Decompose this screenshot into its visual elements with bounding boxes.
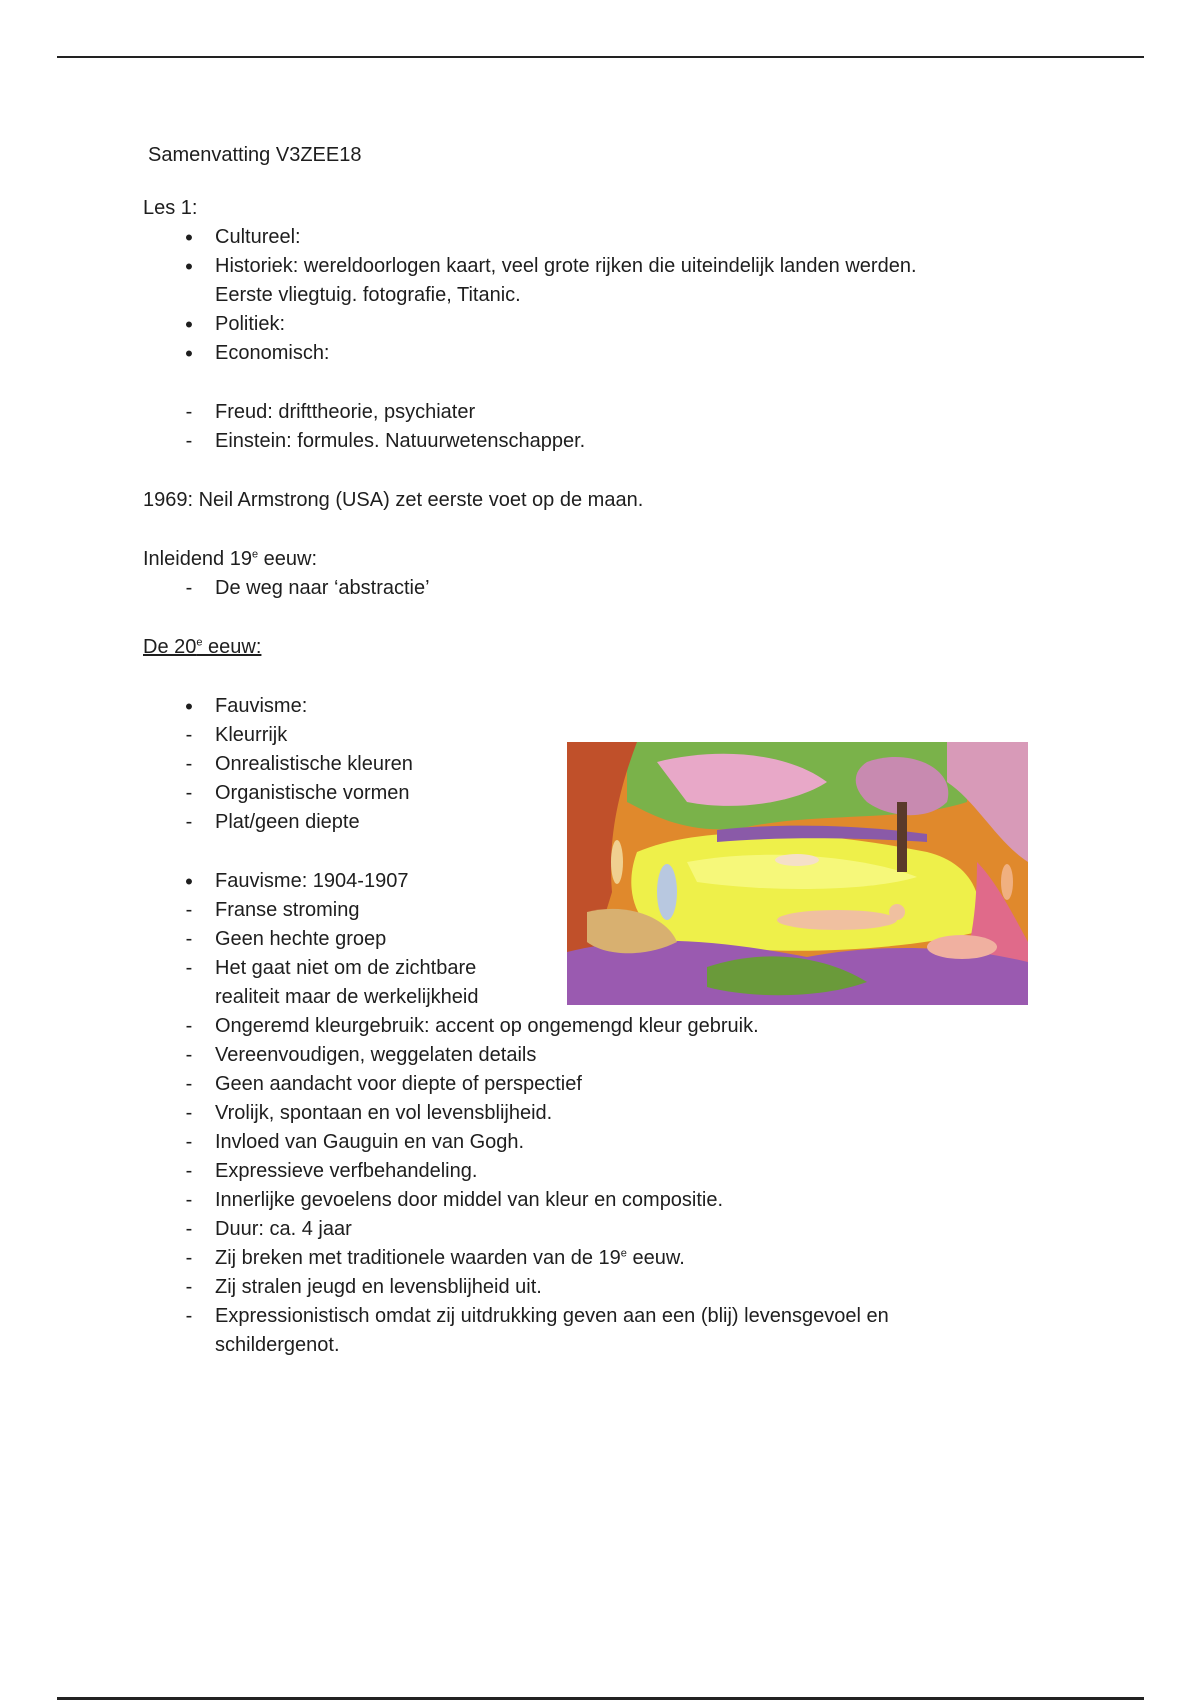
dash-icon (179, 1244, 199, 1273)
list-item: - Einstein: formules. Natuurwetenschapper. (215, 427, 1043, 456)
dash-icon (179, 1099, 199, 1128)
list-item: - Invloed van Gauguin en van Gogh. (215, 1128, 1043, 1157)
list-item: - Freud: drifttheorie, psychiater (215, 398, 1043, 427)
list-item: • Fauvisme: 1904-1907 (215, 867, 1043, 896)
list-item: - Franse stroming (215, 896, 1043, 925)
list-item: • Fauvisme: (215, 692, 1043, 721)
dash-icon (179, 779, 199, 808)
bullet-icon (179, 223, 199, 254)
dash-icon (179, 398, 199, 427)
dash-icon (179, 1157, 199, 1186)
list-item: - Organistische vormen (215, 779, 1043, 808)
les1-bullet-list (143, 223, 1043, 368)
les1-heading: Les 1: (143, 197, 198, 219)
dash-icon (179, 1186, 199, 1215)
list-item: • Economisch: (215, 339, 1043, 368)
list-item: - Zij stralen jeugd en levensblijheid uit. (215, 1273, 1043, 1302)
list-item: - Expressionistisch omdat zij uitdrukking geven aan een (blij) levensgevoel en schildergenot. (215, 1302, 1043, 1360)
inleidend-heading: Inleidend 19e eeuw: (143, 548, 318, 570)
dash-icon (179, 750, 199, 779)
dash-icon (179, 427, 199, 456)
list-item: - Vereenvoudigen, weggelaten details (215, 1041, 1043, 1070)
list-item: - Zij breken met traditionele waarden van de 19e eeuw. (215, 1244, 1043, 1273)
page-title: Samenvatting V3ZEE18 (148, 144, 362, 166)
list-item: - Kleurrijk (215, 721, 1043, 750)
list-item: - Plat/geen diepte (215, 808, 1043, 837)
list-item: • Politiek: (215, 310, 1043, 339)
top-rule (57, 56, 1144, 58)
dash-icon (179, 1302, 199, 1331)
bullet-icon (179, 252, 199, 283)
list-item: - Geen aandacht voor diepte of perspectief (215, 1070, 1043, 1099)
list-item: - Geen hechte groep (215, 925, 1043, 954)
dash-icon (179, 1041, 199, 1070)
dash-icon (179, 1128, 199, 1157)
dash-icon (179, 1012, 199, 1041)
century20-heading: De 20e eeuw: (143, 636, 262, 658)
bullet-icon (179, 310, 199, 341)
list-item: - Expressieve verfbehandeling. (215, 1157, 1043, 1186)
fauvist-painting-image (567, 742, 1028, 1005)
list-item: - Onrealistische kleuren (215, 750, 1043, 779)
dash-icon (179, 896, 199, 925)
moon-landing-text: 1969: Neil Armstrong (USA) zet eerste voet op de maan. (143, 489, 644, 511)
list-item: • Historiek: wereldoorlogen kaart, veel grote rijken die uiteindelijk landen werden. Eerste vliegtuig. fotografie, Titanic. (215, 252, 1043, 310)
dash-icon (179, 808, 199, 837)
dash-icon (179, 925, 199, 954)
list-item: - Innerlijke gevoelens door middel van kleur en compositie. (215, 1186, 1043, 1215)
les1-dash-list (143, 398, 1043, 456)
list-item: • Cultureel: (215, 223, 1043, 252)
list-item: - De weg naar ‘abstractie’ (215, 574, 1043, 603)
bullet-icon (179, 867, 199, 898)
list-item: - Ongeremd kleurgebruik: accent op ongemengd kleur gebruik. (215, 1012, 1043, 1041)
bullet-icon (179, 692, 199, 723)
inleidend-list (143, 574, 1043, 603)
list-item: - Vrolijk, spontaan en vol levensblijheid. (215, 1099, 1043, 1128)
dash-icon (179, 954, 199, 983)
bullet-icon (179, 339, 199, 370)
dash-icon (179, 1273, 199, 1302)
dash-icon (179, 574, 199, 603)
list-item: - Het gaat niet om de zichtbare realiteit maar de werkelijkheid (215, 954, 1043, 1012)
dash-icon (179, 721, 199, 750)
dash-icon (179, 1215, 199, 1244)
dash-icon (179, 1070, 199, 1099)
list-item: - Duur: ca. 4 jaar (215, 1215, 1043, 1244)
